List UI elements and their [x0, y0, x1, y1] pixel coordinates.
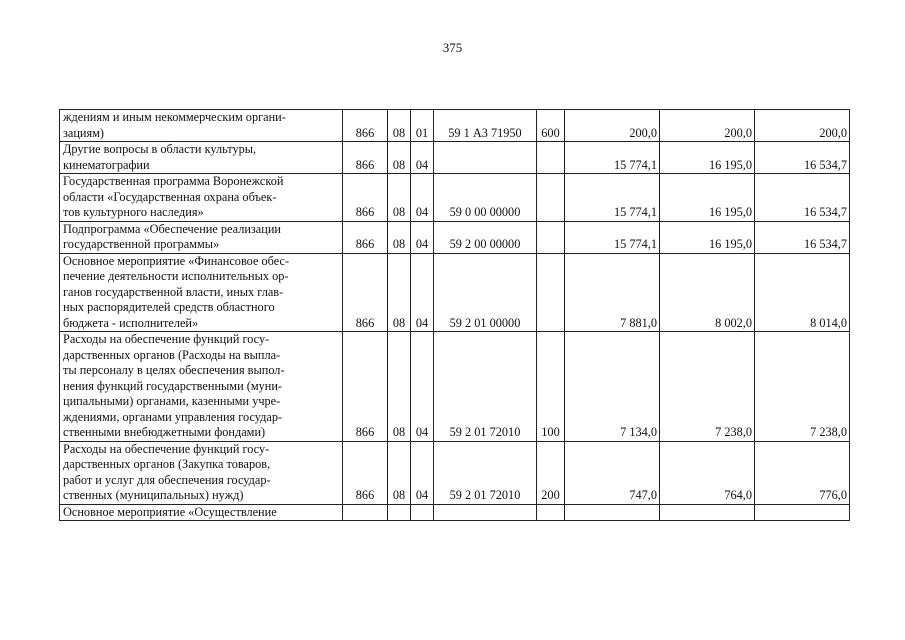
cell-expense — [537, 504, 565, 521]
cell-subsection: 04 — [411, 253, 434, 332]
table-row — [60, 142, 850, 174]
cell-year2: 8 002,0 — [660, 253, 755, 332]
cell-name: ждениям и иным некоммерческим органи- зациям) — [60, 110, 343, 142]
cell-year3: 7 238,0 — [755, 332, 850, 442]
cell-name: Основное мероприятие «Финансовое обес- печение деятельности исполнительных ор- ганов государственной власти, иных глав- ных распорядителей средств областного бюджета - исполнителей» — [60, 253, 343, 332]
cell-expense: 100 — [537, 332, 565, 442]
cell-section: 08 — [388, 253, 411, 332]
table-body — [60, 110, 850, 521]
cell-year1: 15 774,1 — [565, 221, 660, 253]
cell-name: Государственная программа Воронежской области «Государственная охрана объек- тов культурного наследия» — [60, 174, 343, 222]
cell-target — [434, 142, 537, 174]
cell-year1: 7 881,0 — [565, 253, 660, 332]
cell-subsection: 04 — [411, 174, 434, 222]
cell-section — [388, 504, 411, 521]
table-row — [60, 221, 850, 253]
cell-subsection: 01 — [411, 110, 434, 142]
cell-section: 08 — [388, 110, 411, 142]
cell-ministry — [343, 504, 388, 521]
cell-section: 08 — [388, 221, 411, 253]
cell-year2: 16 195,0 — [660, 174, 755, 222]
cell-expense — [537, 221, 565, 253]
cell-year1 — [565, 504, 660, 521]
cell-year3: 200,0 — [755, 110, 850, 142]
cell-year1: 7 134,0 — [565, 332, 660, 442]
table-row — [60, 332, 850, 442]
cell-target: 59 2 01 72010 — [434, 441, 537, 504]
cell-name: Подпрограмма «Обеспечение реализации государственной программы» — [60, 221, 343, 253]
cell-year3: 16 534,7 — [755, 221, 850, 253]
cell-section: 08 — [388, 332, 411, 442]
cell-year2: 16 195,0 — [660, 221, 755, 253]
cell-ministry: 866 — [343, 441, 388, 504]
cell-section: 08 — [388, 142, 411, 174]
table-row — [60, 441, 850, 504]
cell-name: Основное мероприятие «Осуществление — [60, 504, 343, 521]
cell-year1: 15 774,1 — [565, 174, 660, 222]
cell-expense — [537, 253, 565, 332]
cell-year2 — [660, 504, 755, 521]
table-row — [60, 504, 850, 521]
cell-year1: 15 774,1 — [565, 142, 660, 174]
cell-target: 59 0 00 00000 — [434, 174, 537, 222]
cell-target — [434, 504, 537, 521]
table-row — [60, 253, 850, 332]
cell-year3: 776,0 — [755, 441, 850, 504]
cell-section: 08 — [388, 174, 411, 222]
cell-target: 59 2 01 72010 — [434, 332, 537, 442]
cell-expense: 200 — [537, 441, 565, 504]
cell-year1: 200,0 — [565, 110, 660, 142]
cell-subsection: 04 — [411, 441, 434, 504]
cell-ministry: 866 — [343, 174, 388, 222]
cell-target: 59 2 01 00000 — [434, 253, 537, 332]
table-row — [60, 174, 850, 222]
cell-ministry: 866 — [343, 332, 388, 442]
cell-name: Другие вопросы в области культуры, кинематографии — [60, 142, 343, 174]
cell-subsection: 04 — [411, 221, 434, 253]
cell-year2: 16 195,0 — [660, 142, 755, 174]
cell-year2: 200,0 — [660, 110, 755, 142]
cell-section: 08 — [388, 441, 411, 504]
cell-expense — [537, 174, 565, 222]
cell-year3: 8 014,0 — [755, 253, 850, 332]
cell-ministry: 866 — [343, 142, 388, 174]
cell-name: Расходы на обеспечение функций госу- дарственных органов (Расходы на выпла- ты персоналу в целях обеспечения выпол- нения функций государственными (муни- ципальными) органами, казенными учре- ждениями, органами управления государ- ственными внебюджетными фондами) — [60, 332, 343, 442]
cell-expense — [537, 142, 565, 174]
cell-expense: 600 — [537, 110, 565, 142]
cell-year1: 747,0 — [565, 441, 660, 504]
cell-year3: 16 534,7 — [755, 142, 850, 174]
cell-year3: 16 534,7 — [755, 174, 850, 222]
cell-subsection: 04 — [411, 332, 434, 442]
cell-subsection — [411, 504, 434, 521]
cell-ministry: 866 — [343, 110, 388, 142]
cell-subsection: 04 — [411, 142, 434, 174]
page-number: 375 — [442, 40, 463, 55]
cell-name: Расходы на обеспечение функций госу- дарственных органов (Закупка товаров, работ и услуг для обеспечения государ- ственных (муниципальных) нужд) — [60, 441, 343, 504]
table-row — [60, 110, 850, 142]
cell-target: 59 2 00 00000 — [434, 221, 537, 253]
cell-year2: 764,0 — [660, 441, 755, 504]
budget-table — [59, 109, 850, 521]
cell-ministry: 866 — [343, 253, 388, 332]
cell-ministry: 866 — [343, 221, 388, 253]
cell-year3 — [755, 504, 850, 521]
cell-target: 59 1 А3 71950 — [434, 110, 537, 142]
cell-year2: 7 238,0 — [660, 332, 755, 442]
